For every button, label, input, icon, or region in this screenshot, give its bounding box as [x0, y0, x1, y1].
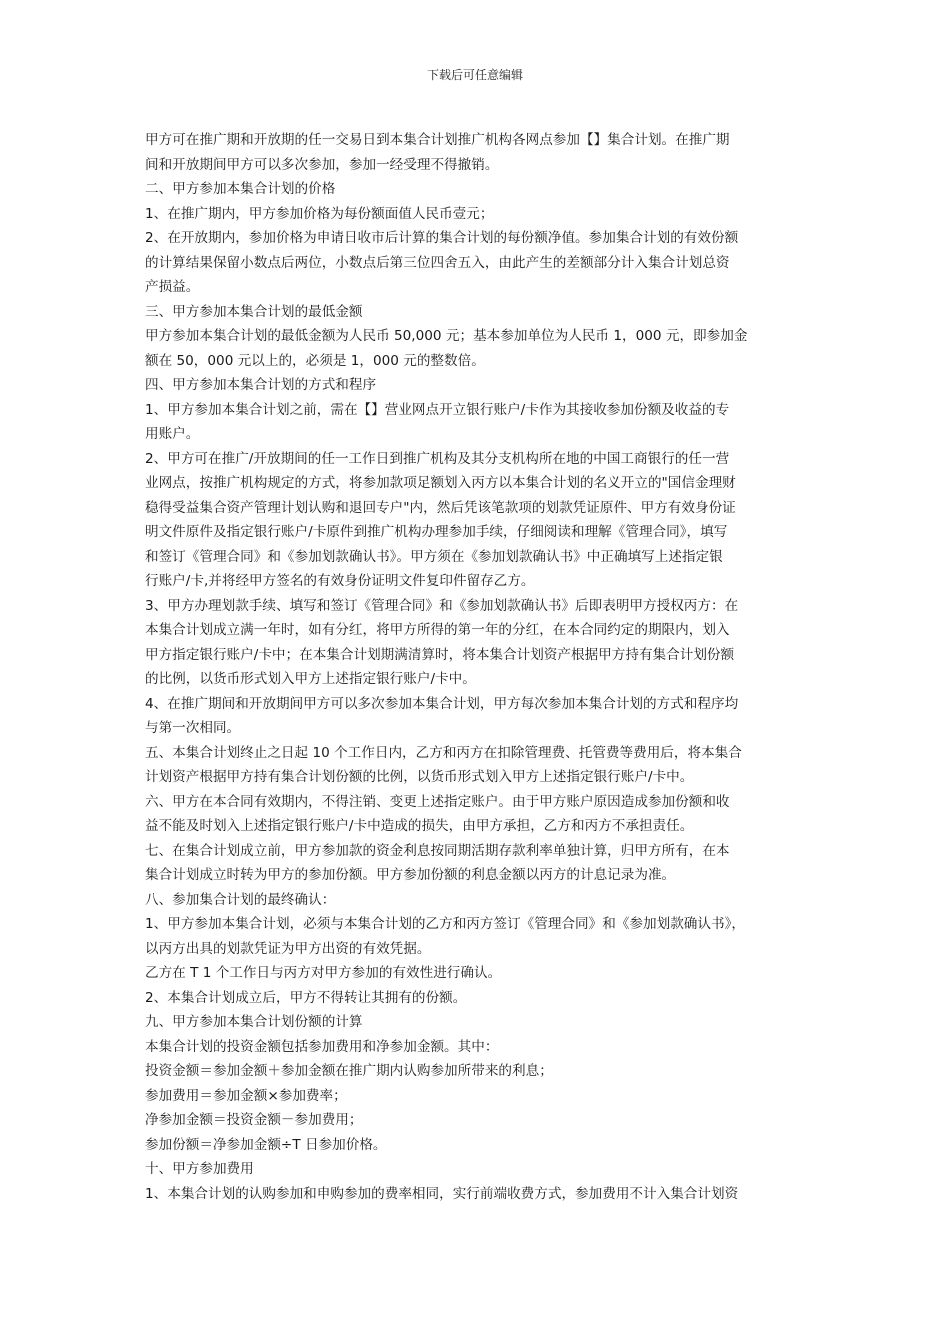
text-line: 甲方可在推广期和开放期的任一交易日到本集合计划推广机构各网点参加【】集合计划。在推广期	[145, 132, 730, 148]
formula-line: 参加份额＝净参加金额÷T 日参加价格。	[145, 1136, 387, 1153]
document-body	[145, 128, 810, 1206]
section-heading: 五、本集合计划终止之日起 10 个工作日内，乙方和丙方在扣除管理费、托管费等费用后，将本集合	[145, 744, 742, 761]
formula-line: 参加费用＝参加金额×参加费率；	[145, 1087, 347, 1104]
text-line: 本集合计划成立满一年时，如有分红，将甲方所得的第一年的分红，在本合同约定的期限内，划入	[145, 622, 730, 638]
text-line: 甲方指定银行账户/卡中；在本集合计划期满清算时，将本集合计划资产根据甲方持有集合计划份额	[145, 646, 735, 663]
text-line: 甲方参加本集合计划的最低金额为人民币 50,000 元；基本参加单位为人民币 1，000 元，即参加金	[145, 328, 748, 344]
text-line: 明文件原件及指定银行账户/卡原件到推广机构办理参加手续，仔细阅读和理解《管理合同》，填写	[145, 524, 728, 540]
text-line: 和签订《管理合同》和《参加划款确认书》。甲方须在《参加划款确认书》中正确填写上述指定银	[145, 548, 723, 565]
section-heading: 三、甲方参加本集合计划的最低金额	[145, 303, 363, 320]
text-line: 3、甲方办理划款手续、填写和签订《管理合同》和《参加划款确认书》后即表明甲方授权丙方：在	[145, 597, 739, 614]
section-heading: 六、甲方在本合同有效期内，不得注销、变更上述指定账户。由于甲方账户原因造成参加份额和收	[145, 793, 730, 810]
text-line: 1、本集合计划的认购参加和申购参加的费率相同，实行前端收费方式，参加费用不计入集合计划资	[145, 1185, 739, 1202]
text-line: 2、本集合计划成立后，甲方不得转让其拥有的份额。	[145, 989, 467, 1006]
text-line: 的比例，以货币形式划入甲方上述指定银行账户/卡中。	[145, 671, 476, 687]
text-line: 的计算结果保留小数点后两位，小数点后第三位四舍五入，由此产生的差额部分计入集合计划总资	[145, 254, 730, 271]
text-line: 业网点，按推广机构规定的方式，将参加款项足额划入丙方以本集合计划的名义开立的"国信金理财	[145, 475, 736, 491]
text-line: 产损益。	[145, 279, 200, 295]
text-line: 集合计划成立时转为甲方的参加份额。甲方参加份额的利息金额以丙方的计息记录为准。	[145, 867, 676, 883]
text-line: 1、在推广期内，甲方参加价格为每份额面值人民币壹元；	[145, 205, 494, 222]
text-line: 1、甲方参加本集合计划之前，需在【】营业网点开立银行账户/卡作为其接收参加份额及收益的专	[145, 401, 730, 418]
text-line: 2、在开放期内，参加价格为申请日收市后计算的集合计划的每份额净值。参加集合计划的有效份额	[145, 230, 739, 246]
page-header: 下载后可任意编辑	[426, 68, 523, 82]
section-heading: 九、甲方参加本集合计划份额的计算	[145, 1014, 363, 1030]
text-line: 2、甲方可在推广/开放期间的任一工作日到推广机构及其分支机构所在地的中国工商银行的任一营	[145, 450, 730, 467]
section-heading: 十、甲方参加费用	[145, 1161, 254, 1177]
formula-line: 投资金额＝参加金额＋参加金额在推广期内认购参加所带来的利息；	[145, 1063, 553, 1079]
text-line: 4、在推广期间和开放期间甲方可以多次参加本集合计划，甲方每次参加本集合计划的方式和程序均	[145, 695, 739, 712]
text-line: 乙方在 T 1 个工作日与丙方对甲方参加的有效性进行确认。	[145, 965, 502, 981]
text-line: 间和开放期间甲方可以多次参加，参加一经受理不得撤销。	[145, 156, 499, 173]
text-line: 益不能及时划入上述指定银行账户/卡中造成的损失，由甲方承担，乙方和丙方不承担责任。	[145, 818, 694, 834]
formula-line: 净参加金额＝投资金额－参加费用；	[145, 1112, 363, 1128]
section-heading: 四、甲方参加本集合计划的方式和程序	[145, 377, 377, 393]
section-heading: 七、在集合计划成立前，甲方参加款的资金利息按同期活期存款利率单独计算，归甲方所有，在本	[145, 842, 730, 859]
text-line: 1、甲方参加本集合计划，必须与本集合计划的乙方和丙方签订《管理合同》和《参加划款确认书》，	[145, 916, 745, 932]
text-line: 行账户/卡,并将经甲方签名的有效身份证明文件复印件留存乙方。	[145, 573, 535, 589]
section-heading: 八、参加集合计划的最终确认：	[145, 891, 336, 908]
text-line: 以丙方出具的划款凭证为甲方出资的有效凭据。	[145, 940, 431, 957]
text-line: 用账户。	[145, 426, 200, 442]
text-line: 额在 50，000 元以上的，必须是 1，000 元的整数倍。	[145, 352, 485, 369]
text-line: 本集合计划的投资金额包括参加费用和净参加金额。其中：	[145, 1038, 499, 1055]
text-line: 与第一次相同。	[145, 720, 241, 736]
section-heading: 二、甲方参加本集合计划的价格	[145, 181, 336, 197]
text-line: 稳得受益集合资产管理计划认购和退回专户"内，然后凭该笔款项的划款凭证原件、甲方有效身份证	[145, 499, 736, 516]
text-line: 计划资产根据甲方持有集合计划份额的比例，以货币形式划入甲方上述指定银行账户/卡中。	[145, 769, 694, 785]
